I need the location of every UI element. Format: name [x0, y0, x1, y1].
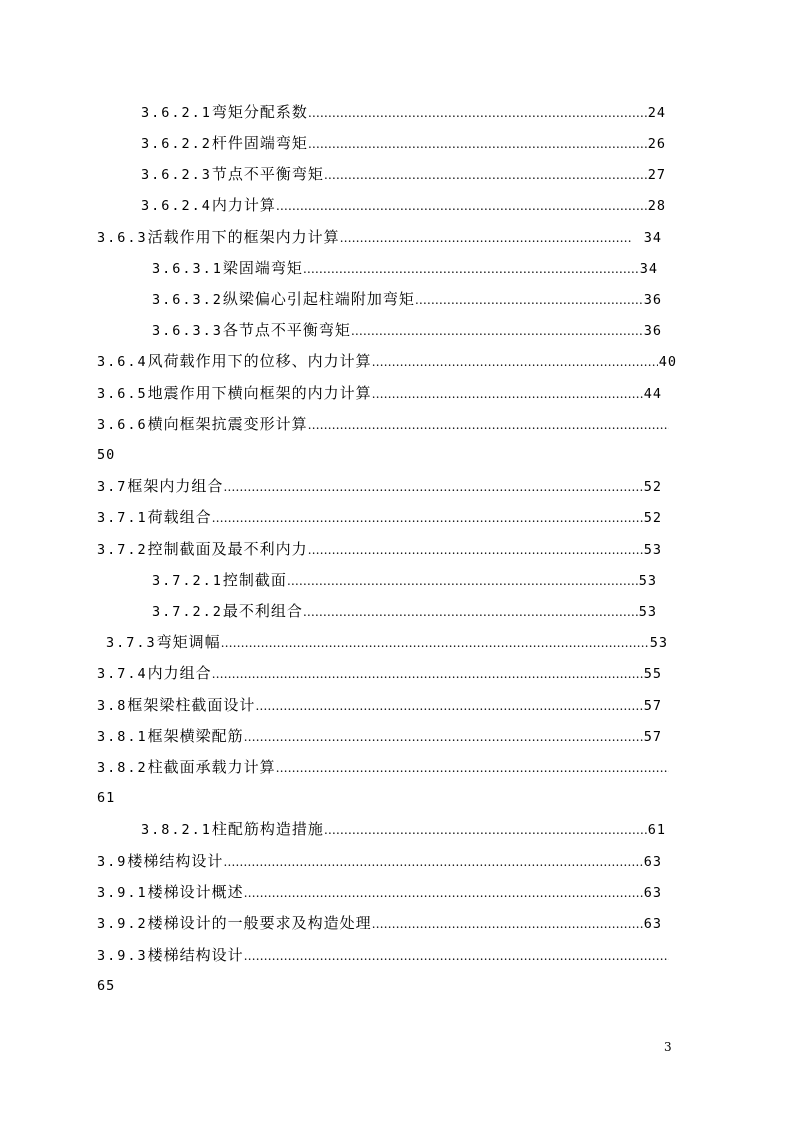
toc-entry-3-9-3[interactable] [97, 942, 669, 968]
toc-entry-page: 53 [638, 604, 657, 620]
toc-entry-page: 40 [658, 354, 677, 370]
toc-leader-dots [244, 724, 643, 749]
toc-entry-page: 61 [647, 822, 666, 838]
toc-entry-3-6-3-3[interactable] [152, 317, 662, 343]
toc-leader-dots [308, 131, 647, 156]
toc-entry-title: 控制截面及最不利内力 [147, 540, 308, 558]
toc-entry-number: 3.6.4 [97, 354, 148, 370]
toc-entry-title: 风荷载作用下的位移、内力计算 [147, 352, 372, 370]
toc-leader-dots [372, 349, 658, 374]
toc-entry-title: 框架梁柱截面设计 [127, 696, 256, 714]
toc-entry-page: 63 [643, 854, 662, 870]
toc-entry-page: 44 [643, 386, 662, 402]
toc-entry-number: 3.9.1 [97, 885, 148, 901]
toc-entry-number: 3.7 [97, 479, 128, 495]
toc-leader-dots [276, 755, 669, 780]
toc-leader-dots [244, 880, 643, 905]
toc-entry-3-8[interactable] [97, 692, 662, 718]
toc-entry-page: 50 [97, 447, 116, 463]
toc-entry-3-6-2-1[interactable] [141, 99, 666, 125]
toc-entry-page: 61 [97, 790, 116, 806]
toc-leader-dots [340, 225, 632, 250]
toc-entry-3-7-2-1[interactable] [152, 567, 657, 593]
toc-entry-number: 3.9.2 [97, 916, 148, 932]
toc-entry-number: 3.7.3 [106, 635, 157, 651]
toc-entry-title: 纵梁偏心引起柱端附加弯矩 [222, 290, 415, 308]
toc-entry-number: 3.7.2 [97, 542, 148, 558]
toc-entry-page: 28 [647, 198, 666, 214]
toc-entry-title: 梁固端弯矩 [222, 259, 303, 277]
toc-leader-dots [308, 412, 669, 437]
toc-entry-3-6-6[interactable] [97, 411, 669, 437]
toc-leader-dots [372, 381, 643, 406]
toc-entry-title: 内力计算 [211, 196, 276, 214]
toc-entry-title: 楼梯结构设计 [127, 852, 224, 870]
toc-entry-title: 横向框架抗震变形计算 [147, 415, 308, 433]
toc-entry-3-6-3-1[interactable] [152, 255, 658, 281]
toc-leader-dots [303, 256, 639, 281]
toc-entry-title: 地震作用下横向框架的内力计算 [147, 384, 372, 402]
toc-entry-title: 柱配筋构造措施 [211, 820, 324, 838]
toc-entry-title: 荷载组合 [147, 508, 212, 526]
toc-entry-number: 3.6.2.2 [141, 136, 212, 152]
toc-entry-number: 3.8.1 [97, 729, 148, 745]
toc-leader-dots [223, 474, 642, 499]
toc-entry-3-8-2-1[interactable] [141, 816, 666, 842]
toc-entry-title: 框架横梁配筋 [147, 727, 244, 745]
toc-entry-page: 63 [643, 885, 662, 901]
toc-entry-title: 节点不平衡弯矩 [211, 165, 324, 183]
page-number: 3 [664, 1040, 672, 1054]
toc-entry-3-6-3-2[interactable] [152, 286, 662, 312]
toc-entry-3-6-2-4[interactable] [141, 192, 666, 218]
toc-entry-3-9-1[interactable] [97, 879, 662, 905]
toc-entry-3-8-2[interactable] [97, 754, 669, 780]
toc-entry-title: 内力组合 [147, 664, 212, 682]
toc-entry-page: 34 [639, 261, 658, 277]
toc-entry-3-7[interactable] [97, 473, 662, 499]
toc-entry-page: 53 [649, 635, 668, 651]
toc-entry-3-7-2[interactable] [97, 536, 662, 562]
toc-entry-page: 34 [643, 230, 662, 246]
toc-entry-page: 57 [643, 698, 662, 714]
toc-entry-3-6-2-3[interactable] [141, 161, 666, 187]
toc-leader-dots [212, 661, 643, 686]
toc-entry-number: 3.8 [97, 698, 128, 714]
toc-entry-title: 框架内力组合 [127, 477, 224, 495]
toc-entry-number: 3.7.1 [97, 510, 148, 526]
toc-entry-title: 弯矩分配系数 [211, 103, 308, 121]
toc-entry-page: 55 [643, 666, 662, 682]
toc-entry-page: 24 [647, 105, 666, 121]
toc-entry-3-9-2[interactable] [97, 910, 662, 936]
toc-entry-3-6-2-2[interactable] [141, 130, 666, 156]
toc-entry-3-8-1[interactable] [97, 723, 662, 749]
toc-leader-dots [223, 849, 642, 874]
toc-entry-page: 53 [643, 542, 662, 558]
toc-entry-number: 3.7.2.1 [152, 573, 223, 589]
toc-entry-title: 柱截面承载力计算 [147, 758, 276, 776]
toc-leader-dots [324, 817, 647, 842]
toc-entry-number: 3.6.3.2 [152, 292, 223, 308]
toc-entry-number: 3.9 [97, 854, 128, 870]
toc-entry-number: 3.6.2.4 [141, 198, 212, 214]
toc-entry-3-7-4[interactable] [97, 660, 662, 686]
toc-leader-dots [308, 537, 643, 562]
toc-entry-title: 最不利组合 [222, 602, 303, 620]
toc-entry-page: 53 [638, 573, 657, 589]
toc-entry-3-9[interactable] [97, 848, 662, 874]
toc-entry-page: 57 [643, 729, 662, 745]
toc-entry-page: 36 [643, 292, 662, 308]
toc-leader-dots [351, 318, 643, 343]
toc-entry-page: 63 [643, 916, 662, 932]
toc-entry-page: 52 [643, 510, 662, 526]
toc-entry-title: 控制截面 [222, 571, 287, 589]
toc-leader-dots [276, 193, 647, 218]
toc-leader-dots [303, 599, 638, 624]
toc-leader-dots [415, 287, 643, 312]
toc-leader-dots [287, 568, 638, 593]
toc-entry-page: 52 [643, 479, 662, 495]
toc-entry-title: 活载作用下的框架内力计算 [147, 228, 340, 246]
toc-entry-3-7-3[interactable] [106, 629, 668, 655]
toc-leader-dots [324, 162, 647, 187]
toc-entry-3-6-4[interactable] [97, 348, 677, 374]
toc-entry-number: 3.6.3 [97, 230, 148, 246]
toc-entry-title: 楼梯结构设计 [147, 946, 244, 964]
toc-entry-page: 26 [647, 136, 666, 152]
toc-entry-3-7-2-2[interactable] [152, 598, 657, 624]
toc-leader-dots [255, 693, 642, 718]
toc-leader-dots [372, 911, 643, 936]
toc-entry-number: 3.9.3 [97, 948, 148, 964]
toc-entry-page: 36 [643, 323, 662, 339]
toc-entry-page: 65 [97, 978, 116, 994]
toc-leader-dots [244, 943, 669, 968]
toc-entry-title: 各节点不平衡弯矩 [222, 321, 351, 339]
toc-entry-number: 3.6.2.1 [141, 105, 212, 121]
toc-entry-title: 杆件固端弯矩 [211, 134, 308, 152]
toc-entry-3-6-3[interactable] [97, 224, 662, 250]
toc-entry-3-6-5[interactable] [97, 380, 662, 406]
toc-leader-dots [221, 630, 649, 655]
toc-entry-title: 楼梯设计的一般要求及构造处理 [147, 914, 372, 932]
toc-entry-number: 3.6.6 [97, 417, 148, 433]
toc-entry-3-7-1[interactable] [97, 504, 662, 530]
toc-entry-number: 3.6.3.1 [152, 261, 223, 277]
toc-leader-dots [212, 505, 643, 530]
toc-entry-number: 3.7.2.2 [152, 604, 223, 620]
toc-entry-number: 3.6.2.3 [141, 167, 212, 183]
toc-entry-number: 3.7.4 [97, 666, 148, 682]
toc-entry-title: 弯矩调幅 [156, 633, 221, 651]
toc-entry-number: 3.6.5 [97, 386, 148, 402]
toc-entry-page: 27 [647, 167, 666, 183]
toc-entry-number: 3.6.3.3 [152, 323, 223, 339]
toc-leader-dots [308, 100, 647, 125]
toc-entry-number: 3.8.2.1 [141, 822, 212, 838]
toc-entry-title: 楼梯设计概述 [147, 883, 244, 901]
toc-entry-number: 3.8.2 [97, 760, 148, 776]
